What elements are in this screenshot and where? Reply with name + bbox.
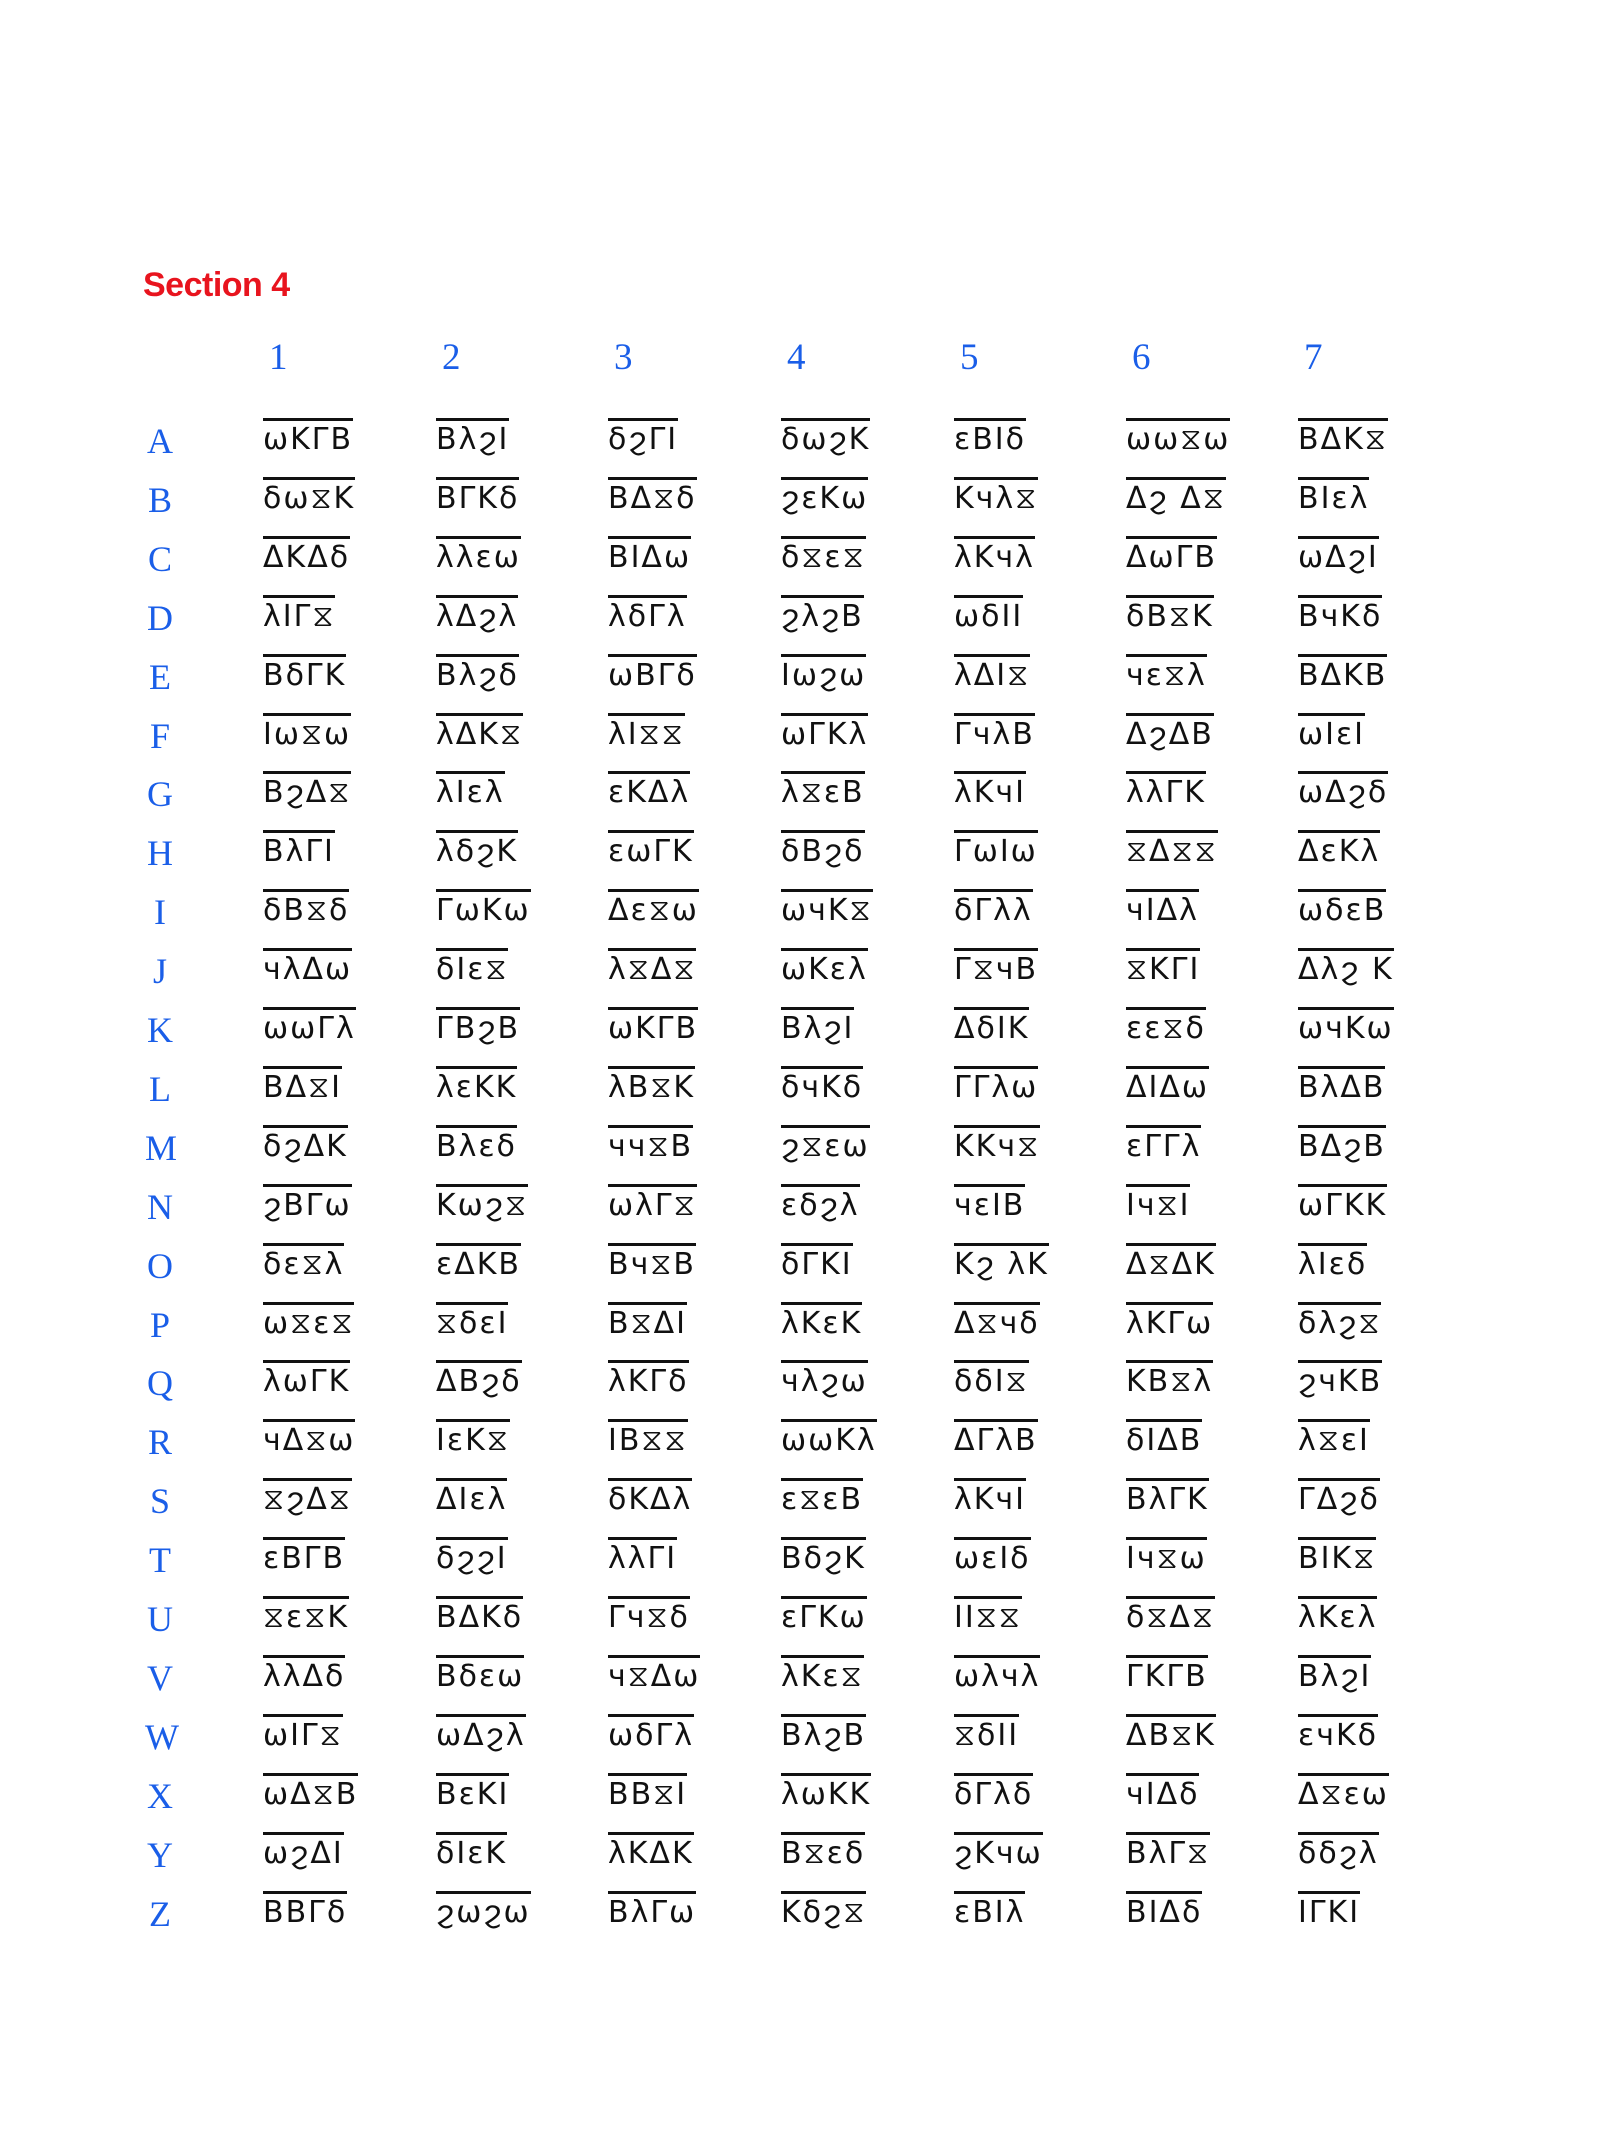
row-label-R: R <box>147 1422 172 1463</box>
grid-cell: ϩBΓω <box>263 1184 352 1223</box>
grid-cell: ωBΓδ <box>608 654 697 693</box>
grid-cell: Δλϩ K <box>1298 948 1394 987</box>
grid-cell: δ⧖ε⧖ <box>781 536 866 575</box>
grid-cell: λKчI <box>954 1478 1026 1517</box>
grid-cell: ωωKλ <box>781 1419 877 1458</box>
grid-cell: δB⧖K <box>1126 595 1214 634</box>
grid-cell: λB⧖K <box>608 1066 695 1105</box>
grid-cell: ω⧖ε⧖ <box>263 1302 354 1341</box>
grid-cell: δ⧖Δ⧖ <box>1126 1596 1215 1635</box>
grid-cell: BΔ⧖δ <box>608 477 697 516</box>
grid-cell: ωδεB <box>1298 889 1386 928</box>
grid-cell: λI⧖⧖ <box>608 713 685 752</box>
grid-cell: εΔKB <box>436 1243 521 1282</box>
grid-cell: BδΓK <box>263 654 346 693</box>
grid-cell: ΔBϩδ <box>436 1360 522 1399</box>
grid-cell: δδϩλ <box>1298 1832 1379 1871</box>
row-label-K: K <box>147 1010 173 1050</box>
grid-cell: δω⧖K <box>263 477 355 516</box>
column-header-5: 5 <box>960 337 979 378</box>
grid-cell: ⧖ϩΔ⧖ <box>263 1478 352 1517</box>
row-label-J: J <box>152 951 167 992</box>
grid-cell: εBIλ <box>954 1891 1025 1930</box>
grid-cell: чIΔλ <box>1126 889 1199 928</box>
grid-cell: ΓΓλω <box>954 1066 1038 1105</box>
grid-cell: чε⧖λ <box>1126 654 1207 693</box>
grid-cell: ⧖Δ⧖⧖ <box>1126 830 1218 869</box>
grid-cell: δIε⧖ <box>436 948 508 987</box>
grid-cell: BΓKδ <box>436 477 519 516</box>
grid-cell: ΔB⧖K <box>1126 1714 1216 1753</box>
column-header-4: 4 <box>787 337 806 378</box>
grid-cell: ωΔϩI <box>1298 536 1379 575</box>
grid-cell: ωΓKλ <box>781 713 868 752</box>
grid-cell: ωKΓB <box>263 418 353 457</box>
grid-cell: BλϩI <box>781 1007 854 1046</box>
grid-cell: ⧖δεI <box>436 1302 508 1341</box>
grid-cell: BλΓK <box>1126 1478 1209 1517</box>
grid-cell: ωIεI <box>1298 713 1365 752</box>
grid-cell: λλεω <box>436 536 521 575</box>
grid-cell: BIελ <box>1298 477 1369 516</box>
grid-cell: ΓΔϩδ <box>1298 1478 1380 1517</box>
grid-cell: BλϩI <box>1298 1655 1371 1694</box>
grid-cell: ωδΓλ <box>608 1714 694 1753</box>
grid-cell: BλΓ⧖ <box>1126 1832 1210 1871</box>
row-label-U: U <box>147 1599 173 1639</box>
grid-cell: BδϩK <box>781 1537 866 1576</box>
grid-cell: εδϩλ <box>781 1184 860 1223</box>
grid-cell: λΔI⧖ <box>954 654 1030 693</box>
grid-cell: Γч⧖δ <box>608 1596 690 1635</box>
grid-cell: BλΓI <box>263 830 335 869</box>
grid-cell: ϩλϩB <box>781 595 864 634</box>
grid-cell: ωKΓB <box>608 1007 698 1046</box>
grid-cell: εΓΓλ <box>1126 1125 1201 1164</box>
grid-cell: BλϩI <box>436 418 509 457</box>
grid-cell: δΓλλ <box>954 889 1033 928</box>
column-header-1: 1 <box>269 337 288 378</box>
grid-cell: BΔK⧖ <box>1298 418 1388 457</box>
grid-cell: ωΔ⧖B <box>263 1773 358 1812</box>
grid-cell: ΔδIK <box>954 1007 1029 1046</box>
grid-cell: λλΔδ <box>263 1655 345 1694</box>
grid-cell: δε⧖λ <box>263 1243 344 1282</box>
grid-cell: чλϩω <box>781 1360 868 1399</box>
grid-cell: εε⧖δ <box>1126 1007 1206 1046</box>
grid-cell: εΓKω <box>781 1596 867 1635</box>
grid-cell: KB⧖λ <box>1126 1360 1213 1399</box>
grid-cell: δIΔB <box>1126 1419 1202 1458</box>
grid-cell: BϩΔ⧖ <box>263 771 351 810</box>
grid-cell: λωKK <box>781 1773 871 1812</box>
grid-cell: ωδII <box>954 595 1023 634</box>
grid-cell: ωΔϩλ <box>436 1714 526 1753</box>
row-label-X: X <box>147 1775 173 1816</box>
grid-cell: Bλϩδ <box>436 654 519 693</box>
grid-cell: λΔϩλ <box>436 595 518 634</box>
grid-cell: ϩ⧖εω <box>781 1125 870 1164</box>
column-header-7: 7 <box>1304 337 1323 378</box>
grid-cell: Kϩ λK <box>954 1243 1049 1282</box>
grid-cell: λδΓλ <box>608 595 687 634</box>
row-label-Y: Y <box>147 1834 173 1875</box>
grid-cell: εωΓK <box>608 830 694 869</box>
row-label-S: S <box>149 1481 171 1522</box>
grid-cell: λ⧖Δ⧖ <box>608 948 696 987</box>
grid-cell: чΔ⧖ω <box>263 1419 355 1458</box>
grid-cell: BIΔδ <box>1126 1891 1202 1930</box>
grid-cell: Kчλ⧖ <box>954 477 1038 516</box>
grid-cell: ΓBϩB <box>436 1007 520 1046</box>
grid-cell: δIεK <box>436 1832 507 1871</box>
grid-cell: ωчK⧖ <box>781 889 873 928</box>
grid-cell: λKчλ <box>954 536 1035 575</box>
grid-cell: λλΓI <box>608 1537 677 1576</box>
grid-cell: ⧖KΓI <box>1126 948 1200 987</box>
row-label-A: A <box>147 421 173 461</box>
grid-cell: Bλεδ <box>436 1125 517 1164</box>
grid-cell: δчKδ <box>781 1066 863 1105</box>
grid-cell: BBΓδ <box>263 1891 347 1930</box>
grid-cell: ΔωΓB <box>1126 536 1217 575</box>
grid-cell: ωIΓ⧖ <box>263 1714 343 1753</box>
grid-cell: KKч⧖ <box>954 1125 1040 1164</box>
grid-cell: IB⧖⧖ <box>608 1419 688 1458</box>
grid-cell: ΓωKω <box>436 889 531 928</box>
grid-cell: εчKδ <box>1298 1714 1378 1753</box>
grid-cell: ΔΓλB <box>954 1419 1038 1458</box>
grid-cell: λKΓδ <box>608 1360 689 1399</box>
grid-cell: ωλΓ⧖ <box>608 1184 697 1223</box>
grid-cell: Δϩ Δ⧖ <box>1126 477 1226 516</box>
grid-cell: λωΓK <box>263 1360 350 1399</box>
grid-cell: λIελ <box>436 771 505 810</box>
grid-cell: λεKK <box>436 1066 517 1105</box>
row-label-N: N <box>147 1186 173 1227</box>
grid-cell: ΔεKλ <box>1298 830 1380 869</box>
row-label-V: V <box>147 1657 173 1698</box>
row-label-E: E <box>149 656 171 697</box>
grid-cell: ΔIελ <box>436 1478 507 1517</box>
grid-cell: λδϩK <box>436 830 518 869</box>
grid-cell: ωλчλ <box>954 1655 1040 1694</box>
grid-cell: BλϩB <box>781 1714 866 1753</box>
grid-cell: чεIB <box>954 1184 1025 1223</box>
grid-cell: B⧖εδ <box>781 1832 865 1871</box>
grid-cell: ΔIΔω <box>1126 1066 1209 1105</box>
column-header-6: 6 <box>1132 337 1151 378</box>
grid-cell: δΓλδ <box>954 1773 1033 1812</box>
grid-cell: Bδεω <box>436 1655 524 1694</box>
grid-cell: λ⧖εI <box>1298 1419 1370 1458</box>
grid-cell: δϩΓI <box>608 418 678 457</box>
column-header-3: 3 <box>614 337 633 378</box>
grid-cell: ΔKΔδ <box>263 536 350 575</box>
grid-cell: II⧖⧖ <box>954 1596 1022 1635</box>
grid-cell: BΔϩB <box>1298 1125 1386 1164</box>
grid-cell: ⧖ε⧖K <box>263 1596 349 1635</box>
grid-cell: Δ⧖чδ <box>954 1302 1040 1341</box>
grid-cell: ωчKω <box>1298 1007 1394 1046</box>
grid-cell: δδI⧖ <box>954 1360 1029 1399</box>
row-label-D: D <box>147 597 173 638</box>
grid-cell: ϩчKB <box>1298 1360 1382 1399</box>
grid-cell: Δε⧖ω <box>608 889 699 928</box>
grid-cell: Δ⧖εω <box>1298 1773 1389 1812</box>
grid-cell: ε⧖εB <box>781 1478 863 1517</box>
grid-cell: ΓчλB <box>954 713 1035 752</box>
row-label-Z: Z <box>149 1893 171 1934</box>
grid-cell: BλΔB <box>1298 1066 1385 1105</box>
grid-cell: Iω⧖ω <box>263 713 351 752</box>
grid-cell: ωωΓλ <box>263 1007 356 1046</box>
row-label-H: H <box>147 833 173 874</box>
grid-cell: λKчI <box>954 771 1026 810</box>
grid-cell: Iч⧖ω <box>1126 1537 1207 1576</box>
grid-cell: λIεδ <box>1298 1243 1367 1282</box>
grid-cell: BλΓω <box>608 1891 696 1930</box>
grid-cell: δΓKI <box>781 1243 853 1282</box>
grid-cell: ΓωIω <box>954 830 1038 869</box>
grid-cell: λKεK <box>781 1302 862 1341</box>
row-label-T: T <box>149 1540 171 1581</box>
grid-cell: δωϩK <box>781 418 870 457</box>
grid-cell: Iωϩω <box>781 654 866 693</box>
grid-cell: чIΔδ <box>1126 1773 1199 1812</box>
grid-cell: BΔKδ <box>436 1596 523 1635</box>
grid-cell: чч⧖B <box>608 1125 693 1164</box>
grid-cell: IΓKI <box>1298 1891 1360 1930</box>
row-label-O: O <box>147 1245 173 1286</box>
column-header-2: 2 <box>442 337 461 378</box>
grid-cell: εBIδ <box>954 418 1026 457</box>
row-label-M: M <box>145 1127 178 1168</box>
grid-cell: Iч⧖I <box>1126 1184 1190 1223</box>
grid-cell: BIK⧖ <box>1298 1537 1376 1576</box>
grid-cell: εBΓB <box>263 1537 345 1576</box>
section-title: Section 4 <box>143 266 290 304</box>
grid-cell: δλϩ⧖ <box>1298 1302 1381 1341</box>
grid-cell: BεKI <box>436 1773 509 1812</box>
grid-cell: Γ⧖чB <box>954 948 1038 987</box>
row-label-P: P <box>149 1304 171 1345</box>
grid-cell: δB⧖δ <box>263 889 349 928</box>
grid-cell: δBϩδ <box>781 830 865 869</box>
grid-cell: BΔ⧖I <box>263 1066 342 1105</box>
grid-cell: λKΓω <box>1126 1302 1213 1341</box>
row-label-F: F <box>149 715 171 756</box>
grid-cell: чλΔω <box>263 948 352 987</box>
grid-cell: BΔKB <box>1298 654 1387 693</box>
grid-cell: ΓKΓB <box>1126 1655 1208 1694</box>
grid-cell: ϩωϩω <box>436 1891 531 1930</box>
row-label-C: C <box>147 538 172 579</box>
grid-cell: Kδϩ⧖ <box>781 1891 866 1930</box>
row-label-I: I <box>154 892 166 933</box>
grid-cell: δϩϩI <box>436 1537 508 1576</box>
grid-cell: ϩKчω <box>954 1832 1043 1871</box>
grid-cell: ΔϩΔB <box>1126 713 1214 752</box>
grid-cell: λKΔK <box>608 1832 694 1871</box>
grid-cell: BIΔω <box>608 536 691 575</box>
grid-cell: Bч⧖B <box>608 1243 696 1282</box>
row-label-G: G <box>147 774 173 815</box>
grid-cell: ωϩΔI <box>263 1832 344 1871</box>
row-label-W: W <box>145 1716 179 1757</box>
grid-cell: ч⧖Δω <box>608 1655 700 1694</box>
grid-cell: ϩεKω <box>781 477 868 516</box>
grid-cell: ωKελ <box>781 948 868 987</box>
row-label-Q: Q <box>147 1363 173 1404</box>
grid-cell: B⧖ΔI <box>608 1302 687 1341</box>
grid-cell: λλΓK <box>1126 771 1206 810</box>
grid-cell: λIΓ⧖ <box>263 595 335 634</box>
grid-cell: ωεIδ <box>954 1537 1031 1576</box>
grid-cell: δKΔλ <box>608 1478 692 1517</box>
grid-cell: IεK⧖ <box>436 1419 510 1458</box>
grid-cell: Δ⧖ΔK <box>1126 1243 1216 1282</box>
grid-cell: ωΓKK <box>1298 1184 1387 1223</box>
grid-cell: Kωϩ⧖ <box>436 1184 528 1223</box>
row-label-L: L <box>149 1068 171 1109</box>
row-label-B: B <box>147 479 172 520</box>
grid-cell: λKε⧖ <box>781 1655 864 1694</box>
grid-cell: ωω⧖ω <box>1126 418 1230 457</box>
grid-cell: BчKδ <box>1298 595 1382 634</box>
grid-cell: λ⧖εB <box>781 771 865 810</box>
grid-cell: εKΔλ <box>608 771 690 810</box>
grid-cell: λKελ <box>1298 1596 1377 1635</box>
grid-cell: λΔK⧖ <box>436 713 523 752</box>
grid-cell: BB⧖I <box>608 1773 687 1812</box>
grid-cell: ⧖δII <box>954 1714 1019 1753</box>
grid-cell: δϩΔK <box>263 1125 348 1164</box>
grid-cell: ωΔϩδ <box>1298 771 1388 810</box>
